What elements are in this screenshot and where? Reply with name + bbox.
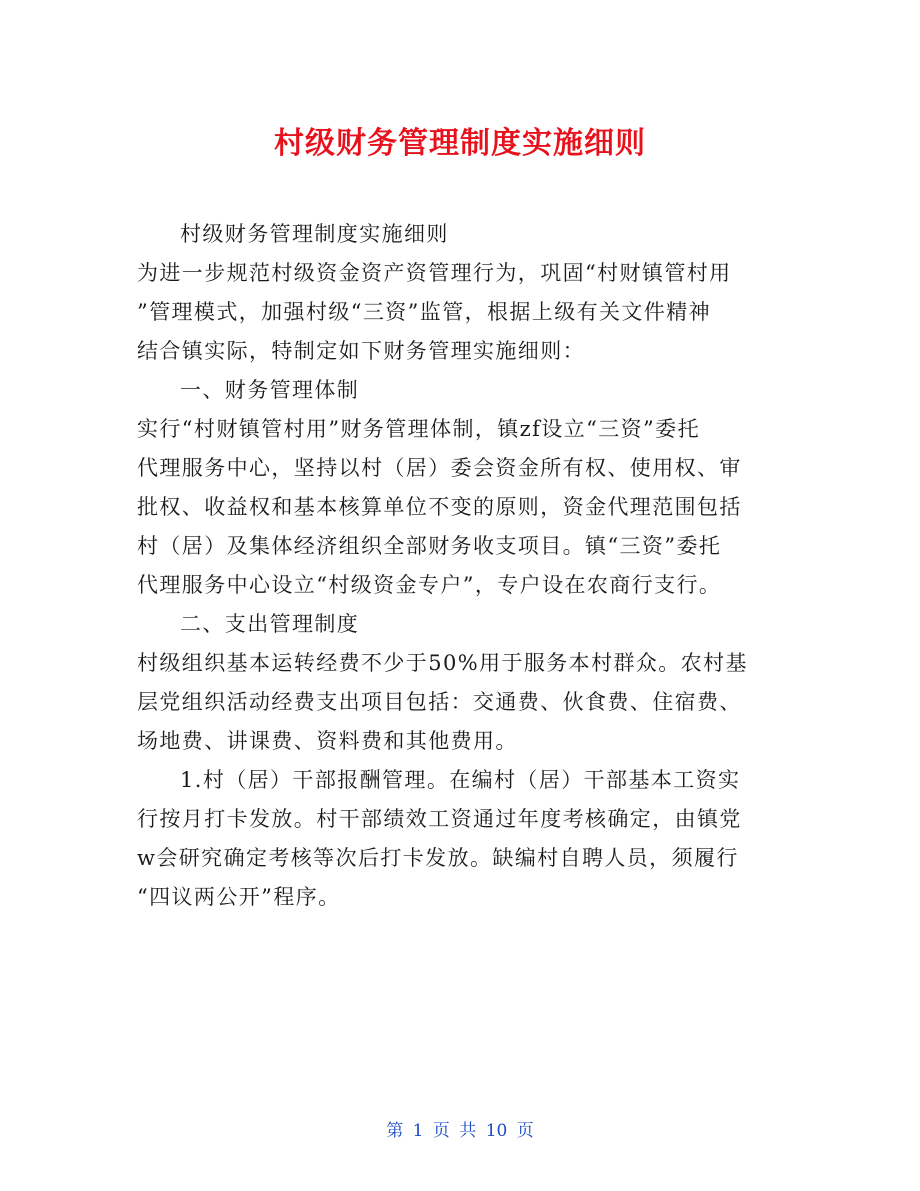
page-footer: 第 1 页 共 10 页 (386, 1121, 534, 1141)
body-line: 1.村（居）干部报酬管理。在编村（居）干部基本工资实 (180, 768, 741, 792)
body-line: 层党组织活动经费支出项目包括：交通费、伙食费、住宿费、 (137, 690, 742, 714)
body-line: w会研究确定考核等次后打卡发放。缺编村自聘人员，须履行 (137, 846, 739, 870)
body-line: 为进一步规范村级资金资产资管理行为，巩固“村财镇管村用 (137, 261, 732, 285)
body-line: 行按月打卡发放。村干部绩效工资通过年度考核确定，由镇党 (137, 807, 742, 831)
body-line: 实行“村财镇管村用”财务管理体制，镇zf设立“三资”委托 (137, 417, 700, 441)
body-line: 代理服务中心设立“村级资金专户”，专户设在农商行支行。 (137, 573, 722, 597)
body-line: 村（居）及集体经济组织全部财务收支项目。镇“三资”委托 (137, 534, 722, 558)
body-line: “四议两公开”程序。 (137, 885, 341, 909)
body-line: 场地费、讲课费、资料费和其他费用。 (137, 729, 518, 753)
document-body (137, 215, 787, 917)
body-line: 村级财务管理制度实施细则 (180, 222, 449, 246)
body-line: 结合镇实际，特制定如下财务管理实施细则： (137, 339, 585, 363)
document-title: 村级财务管理制度实施细则 (274, 126, 646, 161)
body-line: ”管理模式，加强村级“三资”监管，根据上级有关文件精神 (137, 300, 712, 324)
section-heading: 二、支出管理制度 (180, 612, 360, 636)
body-line: 村级组织基本运转经费不少于50%用于服务本村群众。农村基 (137, 651, 748, 675)
body-line: 批权、收益权和基本核算单位不变的原则，资金代理范围包括 (137, 495, 742, 519)
body-line: 代理服务中心，坚持以村（居）委会资金所有权、使用权、审 (137, 456, 742, 480)
section-heading: 一、财务管理体制 (180, 378, 360, 402)
